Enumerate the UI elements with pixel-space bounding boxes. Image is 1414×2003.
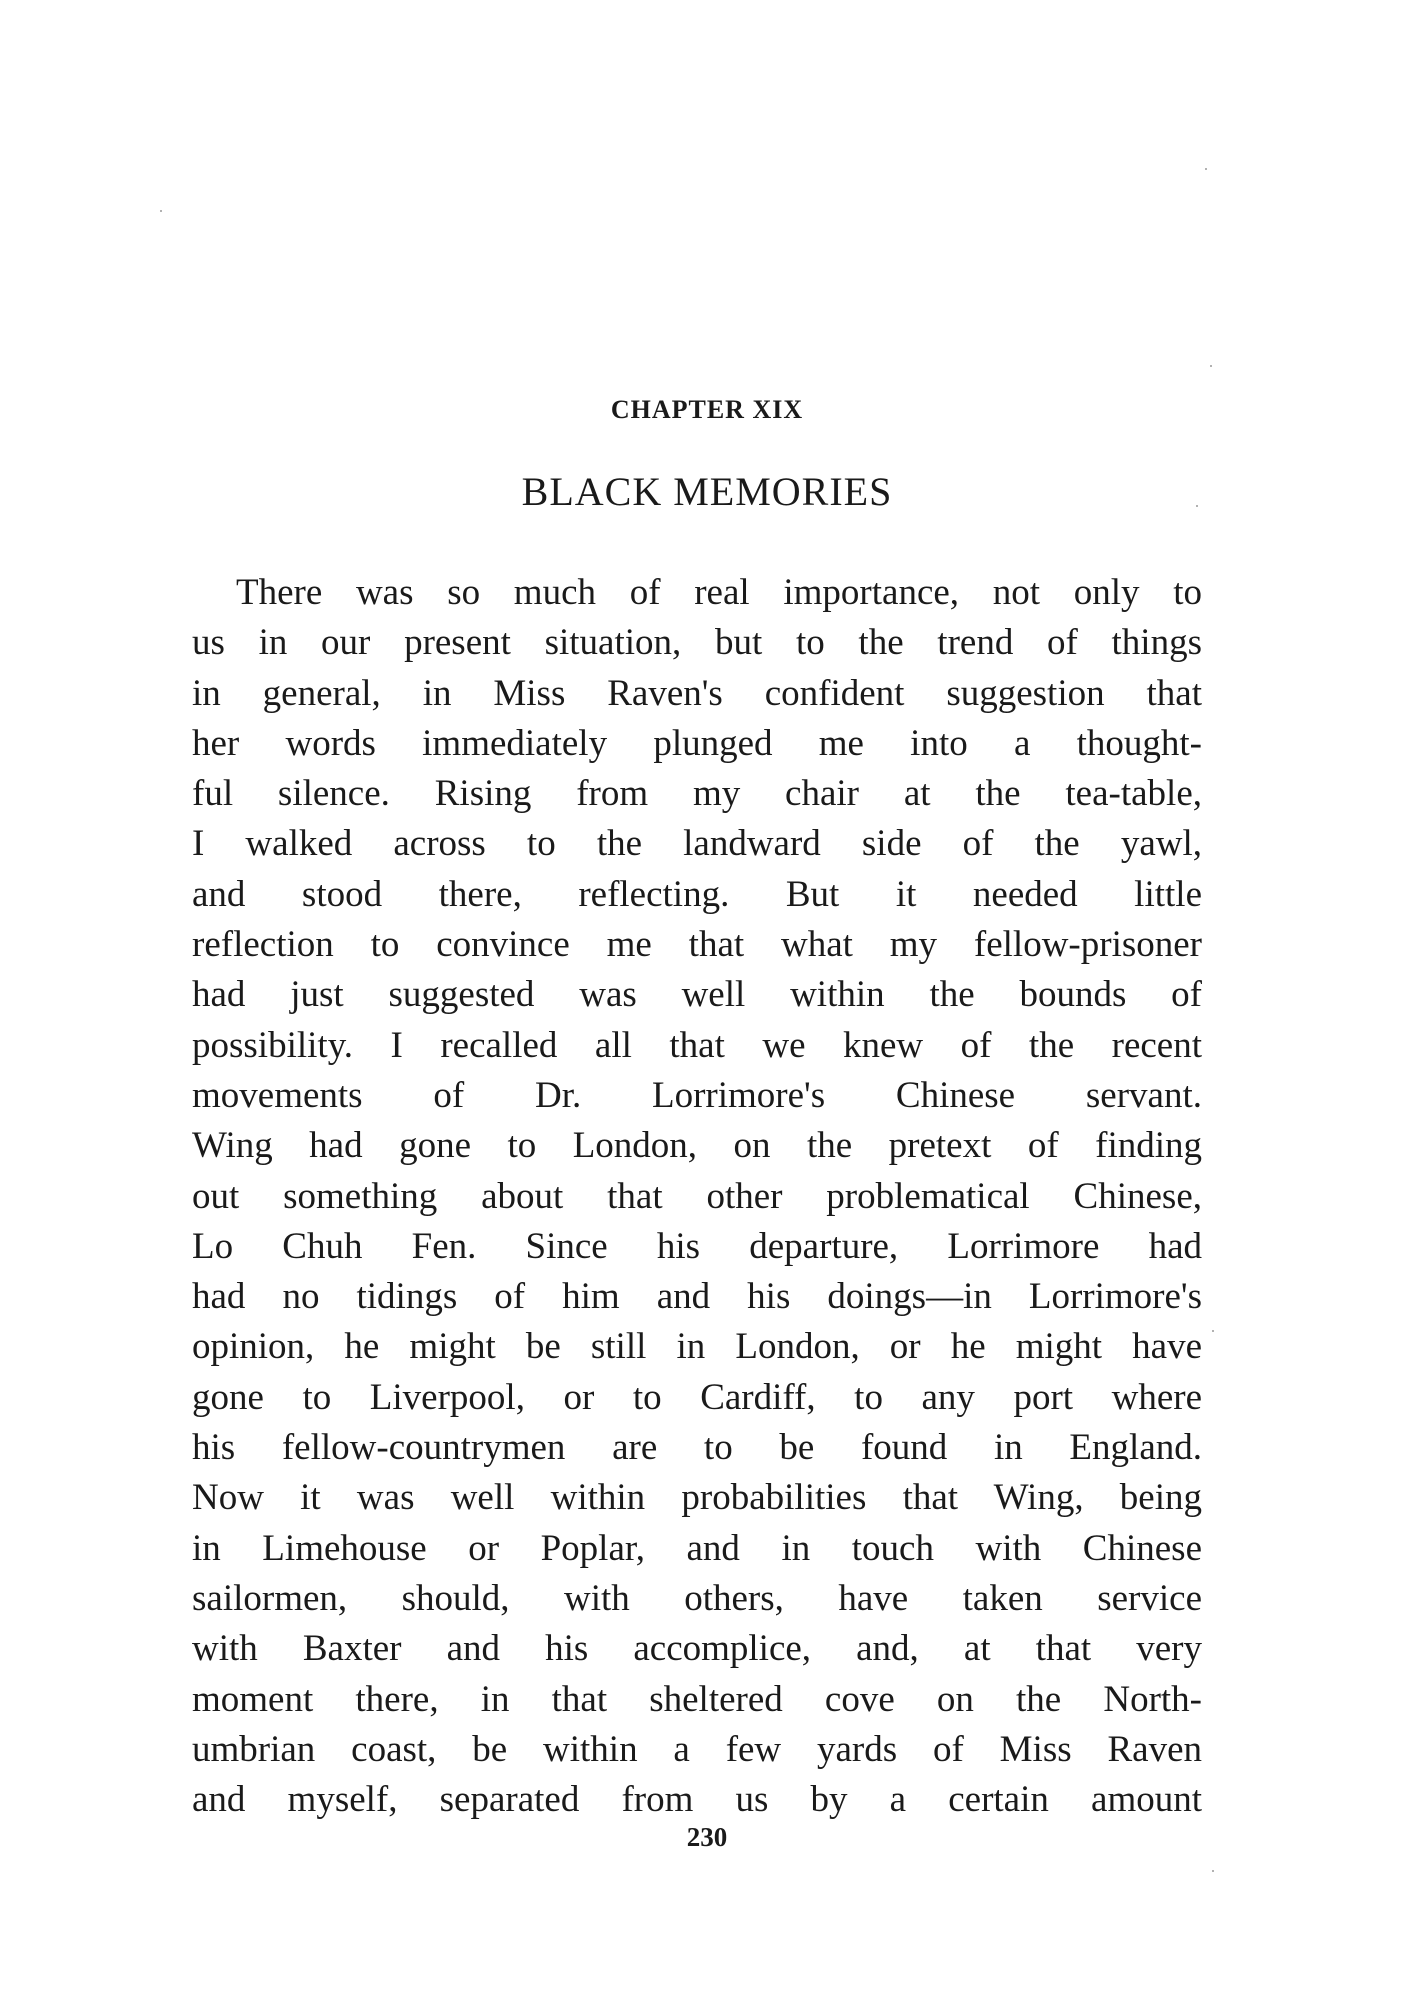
text-line: moment there, in that sheltered cove on the North- <box>192 1678 1202 1720</box>
text-line: Wing had gone to London, on the pretext of finding <box>192 1125 1202 1167</box>
text-line: movements of Dr. Lorrimore's Chinese servant. <box>192 1074 1202 1116</box>
text-line: reflection to convince me that what my fellow-prisoner <box>192 924 1202 966</box>
text-line: with Baxter and his accomplice, and, at that very <box>192 1628 1202 1670</box>
text-line: her words immediately plunged me into a thought- <box>192 722 1202 764</box>
text-line: his fellow-countrymen are to be found in England. <box>192 1427 1202 1469</box>
text-line: Lo Chuh Fen. Since his departure, Lorrimore had <box>192 1225 1202 1267</box>
text-line: There was so much of real importance, not only to <box>236 572 1202 613</box>
text-line: out something about that other problematical Chinese, <box>192 1175 1202 1217</box>
paper-speck <box>1212 1870 1214 1872</box>
paper-speck <box>1196 505 1198 507</box>
text-line: possibility. I recalled all that we knew of the recent <box>192 1024 1202 1066</box>
text-line: umbrian coast, be within a few yards of Miss Raven <box>192 1728 1202 1770</box>
text-line: ful silence. Rising from my chair at the tea-table, <box>192 773 1202 815</box>
text-line: in general, in Miss Raven's confident suggestion that <box>192 672 1202 714</box>
text-line: had just suggested was well within the bounds of <box>192 974 1202 1016</box>
chapter-title: BLACK MEMORIES <box>521 469 893 514</box>
text-line: I walked across to the landward side of the yawl, <box>192 823 1202 865</box>
page-number: 230 <box>686 1822 728 1852</box>
text-line: sailormen, should, with others, have taken service <box>192 1577 1202 1619</box>
text-line: and stood there, reflecting. But it needed little <box>192 873 1202 915</box>
text-line: Now it was well within probabilities that Wing, being <box>192 1477 1202 1519</box>
text-line: and myself, separated from us by a certain amount <box>192 1779 1202 1821</box>
text-line: opinion, he might be still in London, or he might have <box>192 1326 1202 1368</box>
text-line: in Limehouse or Poplar, and in touch with Chinese <box>192 1527 1202 1569</box>
body-text <box>192 568 1202 1825</box>
paper-speck <box>1210 365 1212 367</box>
paper-speck <box>1205 168 1207 170</box>
paper-speck <box>1212 1330 1214 1332</box>
text-line: us in our present situation, but to the trend of things <box>192 622 1202 664</box>
chapter-number: CHAPTER XIX <box>610 395 804 424</box>
text-line: gone to Liverpool, or to Cardiff, to any port where <box>192 1376 1202 1418</box>
paper-speck <box>160 210 162 212</box>
text-line: had no tidings of him and his doings—in Lorrimore's <box>192 1276 1202 1318</box>
